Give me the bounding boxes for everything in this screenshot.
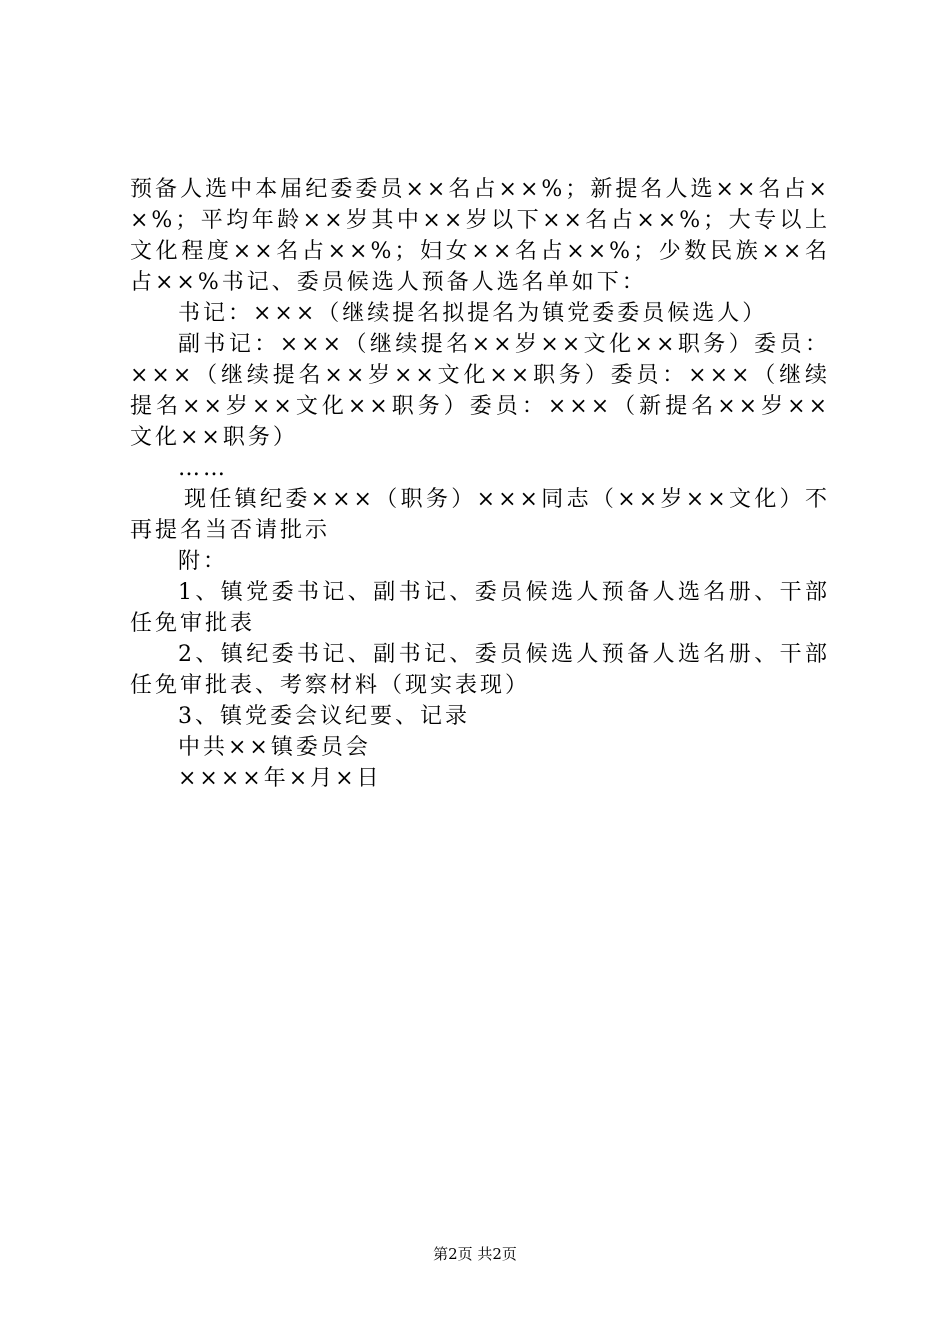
issuing-organization: 中共××镇委员会 bbox=[178, 735, 371, 760]
attachment-item-1: 1、镇党委书记、副书记、委员候选人预备人选名册、干部任免审批表 bbox=[130, 580, 830, 636]
not-renominated-paragraph: 现任镇纪委×××（职务）×××同志（××岁××文化）不再提名当否请批示 bbox=[130, 487, 830, 543]
attachment-item-3: 3、镇党委会议纪要、记录 bbox=[178, 704, 470, 729]
ellipsis-line: …… bbox=[178, 456, 228, 481]
secretary-candidate-line: 书记：×××（继续提名拟提名为镇党委委员候选人） bbox=[178, 301, 768, 326]
page-number-footer: 第2页 共2页 bbox=[433, 1245, 517, 1263]
document-body bbox=[130, 174, 830, 794]
attachment-item-2: 2、镇纪委书记、副书记、委员候选人预备人选名册、干部任免审批表、考察材料（现实表现） bbox=[130, 642, 830, 698]
candidate-statistics-paragraph: 预备人选中本届纪委委员××名占××%；新提名人选××名占××%；平均年龄××岁其中××岁以下××名占××%；大专以上文化程度××名占××%；妇女××名占××%；少数民族××名占××%书记、委员候选人预备人选名单如下： bbox=[130, 177, 830, 295]
attachments-heading: 附： bbox=[178, 549, 229, 574]
issue-date: ××××年×月×日 bbox=[178, 766, 382, 791]
deputy-and-member-candidates-paragraph: 副书记：×××（继续提名××岁××文化××职务）委员：×××（继续提名××岁××文化××职务）委员：×××（继续提名××岁××文化××职务）委员：×××（新提名××岁××文化××职务） bbox=[130, 332, 830, 450]
